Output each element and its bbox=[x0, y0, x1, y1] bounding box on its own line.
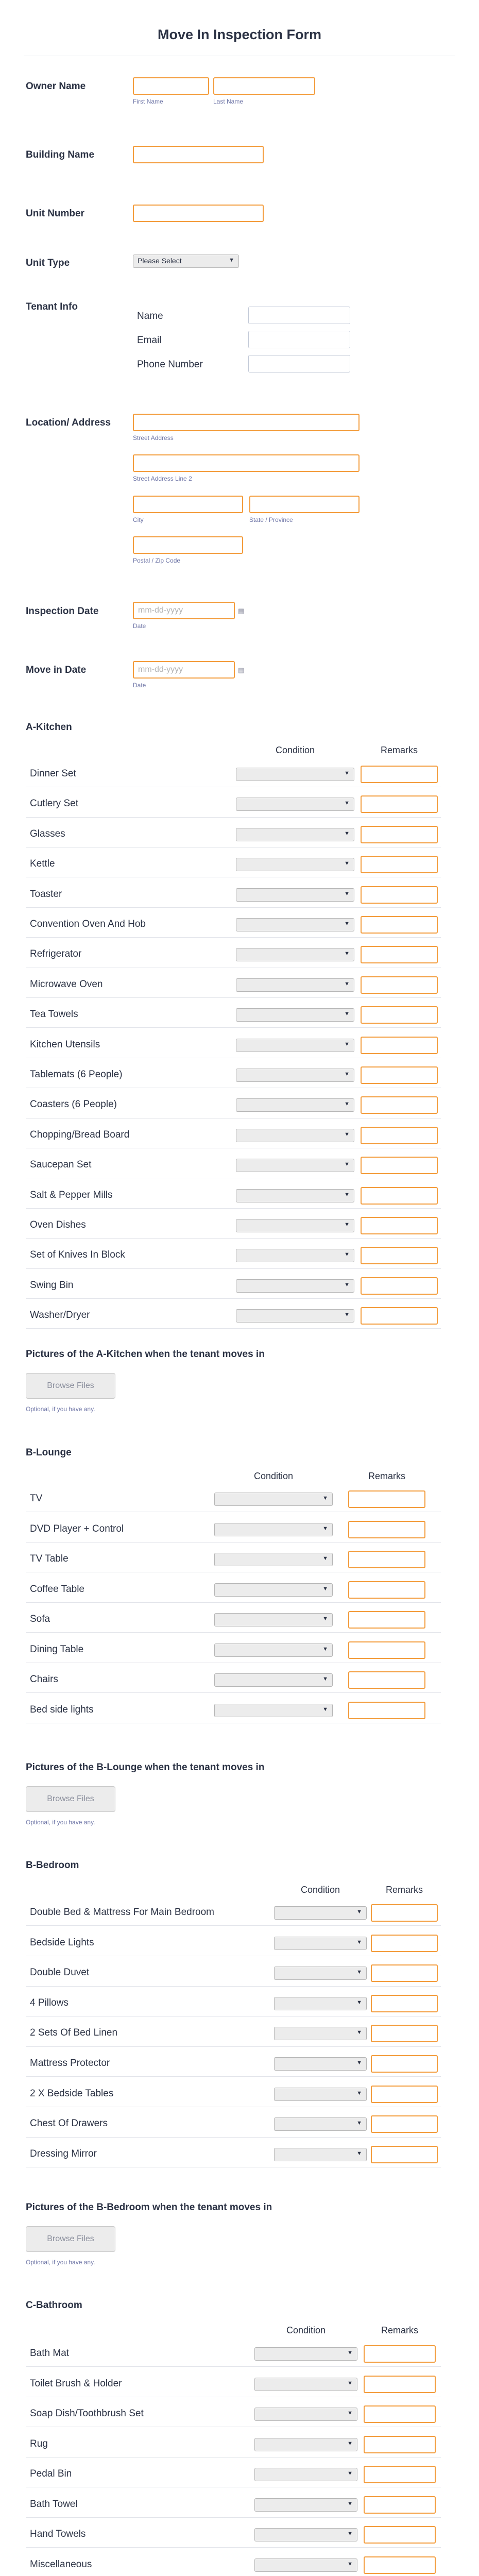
kitchen-condition-select[interactable] bbox=[236, 768, 354, 781]
kitchen-condition-select[interactable] bbox=[236, 1189, 354, 1202]
lounge-remarks-input[interactable] bbox=[348, 1581, 425, 1599]
tenant-phone-label: Phone Number bbox=[137, 359, 203, 370]
kitchen-remarks-input[interactable] bbox=[361, 1307, 438, 1325]
unit-type-select[interactable] bbox=[133, 255, 239, 268]
owner-last-name-input[interactable] bbox=[213, 77, 315, 95]
chevron-down-icon: ▼ bbox=[344, 830, 350, 837]
chevron-down-icon: ▼ bbox=[322, 1555, 328, 1562]
chevron-down-icon: ▼ bbox=[229, 257, 234, 263]
bathroom-remarks-input[interactable] bbox=[364, 2556, 436, 2574]
lounge-condition-select[interactable] bbox=[214, 1704, 333, 1717]
calendar-icon[interactable]: ▦ bbox=[238, 607, 245, 615]
chevron-down-icon: ▼ bbox=[344, 1041, 350, 1047]
bathroom-item-label: Miscellaneous bbox=[30, 2558, 92, 2570]
lounge-pictures-label: Pictures of the B-Lounge when the tenant moves in bbox=[26, 1762, 265, 1773]
lounge-condition-header: Condition bbox=[253, 1471, 294, 1481]
bedroom-condition-select[interactable] bbox=[274, 1937, 367, 1950]
row-divider bbox=[26, 2457, 441, 2458]
bathroom-condition-header: Condition bbox=[286, 2325, 326, 2335]
tenant-phone-input[interactable] bbox=[248, 355, 350, 372]
lounge-item-label: Coffee Table bbox=[30, 1583, 84, 1595]
kitchen-remarks-input[interactable] bbox=[361, 766, 438, 783]
tenant-name-input[interactable] bbox=[248, 307, 350, 324]
bathroom-remarks-input[interactable] bbox=[364, 2466, 436, 2483]
inspection-date-sublabel: Date bbox=[133, 622, 146, 630]
lounge-item-label: TV Table bbox=[30, 1553, 69, 1564]
chevron-down-icon: ▼ bbox=[356, 2090, 362, 2096]
kitchen-condition-select[interactable] bbox=[236, 1279, 354, 1293]
chevron-down-icon: ▼ bbox=[344, 1011, 350, 1018]
chevron-down-icon: ▼ bbox=[322, 1706, 328, 1713]
lounge-remarks-input[interactable] bbox=[348, 1671, 425, 1689]
bedroom-item-label: 2 Sets Of Bed Linen bbox=[30, 2027, 118, 2039]
chevron-down-icon: ▼ bbox=[322, 1585, 328, 1592]
row-divider bbox=[26, 2076, 441, 2077]
lounge-item-label: Chairs bbox=[30, 1674, 58, 1685]
bathroom-remarks-input[interactable] bbox=[364, 2376, 436, 2393]
bathroom-item-label: Rug bbox=[30, 2438, 48, 2449]
kitchen-condition-select[interactable] bbox=[236, 858, 354, 871]
kitchen-condition-select[interactable] bbox=[236, 1098, 354, 1112]
bathroom-condition-select[interactable] bbox=[254, 2347, 357, 2361]
row-divider bbox=[26, 1986, 441, 1987]
bedroom-remarks-input[interactable] bbox=[371, 2115, 438, 2133]
postal-code-sublabel: Postal / Zip Code bbox=[133, 557, 181, 564]
bathroom-item-label: Soap Dish/Toothbrush Set bbox=[30, 2408, 144, 2419]
chevron-down-icon: ▼ bbox=[356, 2060, 362, 2066]
postal-code-input[interactable] bbox=[133, 536, 243, 554]
bathroom-item-label: Bath Towel bbox=[30, 2498, 78, 2510]
bedroom-condition-select[interactable] bbox=[274, 2088, 367, 2101]
chevron-down-icon: ▼ bbox=[344, 860, 350, 867]
chevron-down-icon: ▼ bbox=[347, 2410, 353, 2416]
kitchen-remarks-input[interactable] bbox=[361, 1157, 438, 1174]
row-divider bbox=[26, 1027, 441, 1028]
kitchen-item-label: Convention Oven And Hob bbox=[30, 919, 146, 929]
building-name-label: Building Name bbox=[26, 149, 95, 160]
row-divider bbox=[26, 1542, 441, 1543]
inspection-date-label: Inspection Date bbox=[26, 606, 99, 617]
chevron-down-icon: ▼ bbox=[347, 2561, 353, 2567]
kitchen-item-label: Toaster bbox=[30, 888, 62, 900]
row-divider bbox=[26, 997, 441, 998]
street-address-input[interactable] bbox=[133, 414, 360, 431]
chevron-down-icon: ▼ bbox=[347, 2350, 353, 2356]
lounge-condition-select[interactable] bbox=[214, 1553, 333, 1566]
bedroom-condition-select[interactable] bbox=[274, 2057, 367, 2071]
kitchen-item-label: Salt & Pepper Mills bbox=[30, 1189, 113, 1200]
bathroom-remarks-input[interactable] bbox=[364, 2405, 436, 2423]
kitchen-remarks-input[interactable] bbox=[361, 1247, 438, 1264]
chevron-down-icon: ▼ bbox=[347, 2380, 353, 2386]
row-divider bbox=[26, 1632, 441, 1633]
bedroom-item-label: 4 Pillows bbox=[30, 1997, 69, 2008]
chevron-down-icon: ▼ bbox=[344, 1071, 350, 1077]
bedroom-remarks-input[interactable] bbox=[371, 2086, 438, 2103]
row-divider bbox=[26, 847, 441, 848]
chevron-down-icon: ▼ bbox=[344, 951, 350, 957]
bathroom-remarks-input[interactable] bbox=[364, 2526, 436, 2544]
bedroom-remarks-input[interactable] bbox=[371, 2025, 438, 2042]
bathroom-remarks-input[interactable] bbox=[364, 2345, 436, 2363]
lounge-pictures-note: Optional, if you have any. bbox=[26, 1819, 95, 1826]
tenant-email-label: Email bbox=[137, 335, 162, 346]
kitchen-item-label: Dinner Set bbox=[30, 768, 76, 779]
kitchen-remarks-input[interactable] bbox=[361, 1187, 438, 1205]
state-input[interactable] bbox=[249, 496, 360, 513]
chevron-down-icon: ▼ bbox=[322, 1495, 328, 1501]
chevron-down-icon: ▼ bbox=[356, 1909, 362, 1915]
chevron-down-icon: ▼ bbox=[344, 1191, 350, 1198]
bathroom-section-title: C-Bathroom bbox=[26, 2300, 82, 2311]
kitchen-item-label: Tea Towels bbox=[30, 1009, 78, 1020]
kitchen-condition-select[interactable] bbox=[236, 978, 354, 992]
kitchen-remarks-input[interactable] bbox=[361, 976, 438, 994]
lounge-remarks-input[interactable] bbox=[348, 1611, 425, 1629]
bedroom-browse-files-button[interactable]: Browse Files bbox=[26, 2226, 115, 2252]
unit-type-selected: Please Select bbox=[138, 257, 182, 265]
bathroom-remarks-input[interactable] bbox=[364, 2436, 436, 2453]
bedroom-pictures-note: Optional, if you have any. bbox=[26, 2259, 95, 2266]
bedroom-condition-select[interactable] bbox=[274, 1906, 367, 1920]
bathroom-condition-select[interactable] bbox=[254, 2468, 357, 2481]
chevron-down-icon: ▼ bbox=[347, 2500, 353, 2507]
kitchen-item-label: Washer/Dryer bbox=[30, 1310, 90, 1321]
chevron-down-icon: ▼ bbox=[322, 1676, 328, 1682]
lounge-remarks-input[interactable] bbox=[348, 1641, 425, 1659]
move-in-date-input[interactable] bbox=[133, 661, 235, 679]
lounge-item-label: Bed side lights bbox=[30, 1704, 94, 1715]
kitchen-condition-select[interactable] bbox=[236, 1249, 354, 1262]
kitchen-remarks-input[interactable] bbox=[361, 946, 438, 963]
chevron-down-icon: ▼ bbox=[344, 1312, 350, 1318]
lounge-item-label: Sofa bbox=[30, 1614, 50, 1624]
lounge-condition-select[interactable] bbox=[214, 1643, 333, 1657]
owner-last-name-sublabel: Last Name bbox=[213, 98, 244, 105]
lounge-section-title: B-Lounge bbox=[26, 1447, 72, 1458]
kitchen-remarks-input[interactable] bbox=[361, 916, 438, 934]
tenant-name-label: Name bbox=[137, 311, 163, 321]
kitchen-condition-select[interactable] bbox=[236, 1008, 354, 1022]
tenant-email-input[interactable] bbox=[248, 331, 350, 348]
bathroom-remarks-header: Remarks bbox=[381, 2325, 418, 2335]
kitchen-item-label: Microwave Oven bbox=[30, 978, 103, 990]
chevron-down-icon: ▼ bbox=[356, 1969, 362, 1976]
bedroom-remarks-header: Remarks bbox=[385, 1885, 423, 1895]
inspection-date-input[interactable] bbox=[133, 602, 235, 619]
lounge-remarks-input[interactable] bbox=[348, 1702, 425, 1719]
lounge-condition-select[interactable] bbox=[214, 1583, 333, 1597]
state-sublabel: State / Province bbox=[249, 516, 293, 523]
chevron-down-icon: ▼ bbox=[356, 2120, 362, 2127]
lounge-remarks-input[interactable] bbox=[348, 1490, 425, 1508]
form-title: Move In Inspection Form bbox=[157, 27, 322, 42]
kitchen-condition-select[interactable] bbox=[236, 1039, 354, 1052]
row-divider bbox=[26, 1268, 441, 1269]
bedroom-condition-select[interactable] bbox=[274, 1967, 367, 1980]
bedroom-condition-select[interactable] bbox=[274, 2117, 367, 2131]
bedroom-condition-select[interactable] bbox=[274, 1997, 367, 2010]
lounge-condition-select[interactable] bbox=[214, 1613, 333, 1626]
bathroom-condition-select[interactable] bbox=[254, 2438, 357, 2451]
bedroom-condition-select[interactable] bbox=[274, 2148, 367, 2161]
row-divider bbox=[26, 937, 441, 938]
kitchen-pictures-note: Optional, if you have any. bbox=[26, 1405, 95, 1413]
chevron-down-icon: ▼ bbox=[344, 800, 350, 807]
bathroom-condition-select[interactable] bbox=[254, 2558, 357, 2572]
row-divider bbox=[26, 2366, 441, 2367]
bedroom-condition-header: Condition bbox=[300, 1885, 340, 1895]
bedroom-item-label: Double Bed & Mattress For Main Bedroom bbox=[30, 1907, 214, 1918]
unit-number-input[interactable] bbox=[133, 205, 264, 222]
kitchen-remarks-input[interactable] bbox=[361, 856, 438, 873]
chevron-down-icon: ▼ bbox=[347, 2531, 353, 2537]
bedroom-remarks-input[interactable] bbox=[371, 1935, 438, 1952]
kitchen-remarks-input[interactable] bbox=[361, 886, 438, 904]
lounge-item-label: Dining Table bbox=[30, 1643, 84, 1655]
bedroom-section-title: B-Bedroom bbox=[26, 1860, 79, 1871]
kitchen-item-label: Kitchen Utensils bbox=[30, 1039, 100, 1050]
chevron-down-icon: ▼ bbox=[322, 1525, 328, 1532]
kitchen-item-label: Chopping/Bread Board bbox=[30, 1129, 130, 1140]
kitchen-remarks-input[interactable] bbox=[361, 1096, 438, 1114]
kitchen-remarks-input[interactable] bbox=[361, 795, 438, 813]
kitchen-condition-select[interactable] bbox=[236, 828, 354, 841]
chevron-down-icon: ▼ bbox=[322, 1646, 328, 1652]
kitchen-condition-select[interactable] bbox=[236, 1069, 354, 1082]
kitchen-condition-select[interactable] bbox=[236, 1129, 354, 1142]
building-name-input[interactable] bbox=[133, 146, 264, 163]
chevron-down-icon: ▼ bbox=[344, 770, 350, 776]
kitchen-item-label: Set of Knives In Block bbox=[30, 1249, 125, 1261]
kitchen-item-label: Tablemats (6 People) bbox=[30, 1069, 123, 1080]
kitchen-browse-files-button[interactable]: Browse Files bbox=[26, 1373, 115, 1399]
kitchen-item-label: Cutlery Set bbox=[30, 798, 78, 809]
lounge-condition-select[interactable] bbox=[214, 1493, 333, 1506]
lounge-browse-files-button[interactable]: Browse Files bbox=[26, 1786, 115, 1812]
chevron-down-icon: ▼ bbox=[322, 1616, 328, 1622]
bedroom-item-label: Chest Of Drawers bbox=[30, 2118, 108, 2129]
bathroom-item-label: Bath Mat bbox=[30, 2348, 70, 2359]
kitchen-condition-select[interactable] bbox=[236, 1219, 354, 1232]
row-divider bbox=[26, 907, 441, 908]
row-divider bbox=[26, 1208, 441, 1209]
lounge-item-label: TV bbox=[30, 1493, 43, 1504]
row-divider bbox=[26, 817, 441, 818]
bathroom-item-label: Hand Towels bbox=[30, 2529, 86, 2539]
city-input[interactable] bbox=[133, 496, 243, 513]
bathroom-condition-select[interactable] bbox=[254, 2498, 357, 2512]
bedroom-item-label: Double Duvet bbox=[30, 1967, 90, 1978]
city-sublabel: City bbox=[133, 516, 144, 523]
kitchen-item-label: Coasters (6 People) bbox=[30, 1099, 117, 1110]
kitchen-remarks-input[interactable] bbox=[361, 1037, 438, 1054]
kitchen-remarks-header: Remarks bbox=[380, 745, 418, 755]
tenant-info-label: Tenant Info bbox=[26, 301, 78, 312]
lounge-remarks-input[interactable] bbox=[348, 1551, 425, 1568]
chevron-down-icon: ▼ bbox=[347, 2470, 353, 2477]
kitchen-condition-select[interactable] bbox=[236, 888, 354, 902]
lounge-condition-select[interactable] bbox=[214, 1523, 333, 1536]
kitchen-item-label: Swing Bin bbox=[30, 1279, 74, 1291]
row-divider bbox=[26, 1238, 441, 1239]
street-address-2-input[interactable] bbox=[133, 454, 360, 472]
row-divider bbox=[26, 1602, 441, 1603]
kitchen-remarks-input[interactable] bbox=[361, 1277, 438, 1295]
bedroom-item-label: 2 X Bedside Tables bbox=[30, 2088, 114, 2099]
chevron-down-icon: ▼ bbox=[356, 2029, 362, 2036]
kitchen-remarks-input[interactable] bbox=[361, 1217, 438, 1234]
bathroom-remarks-input[interactable] bbox=[364, 2496, 436, 2514]
lounge-condition-select[interactable] bbox=[214, 1673, 333, 1687]
kitchen-section-title: A-Kitchen bbox=[26, 722, 72, 733]
owner-first-name-input[interactable] bbox=[133, 77, 209, 95]
lounge-item-label: DVD Player + Control bbox=[30, 1523, 124, 1534]
unit-type-label: Unit Type bbox=[26, 258, 70, 268]
chevron-down-icon: ▼ bbox=[356, 1999, 362, 2006]
row-divider bbox=[26, 1692, 441, 1693]
chevron-down-icon: ▼ bbox=[344, 980, 350, 987]
kitchen-remarks-input[interactable] bbox=[361, 1066, 438, 1084]
bedroom-item-label: Mattress Protector bbox=[30, 2058, 110, 2069]
kitchen-item-label: Saucepan Set bbox=[30, 1159, 92, 1171]
kitchen-item-label: Refrigerator bbox=[30, 948, 82, 960]
bedroom-condition-select[interactable] bbox=[274, 2027, 367, 2040]
row-divider bbox=[26, 2137, 441, 2138]
kitchen-condition-select[interactable] bbox=[236, 1159, 354, 1172]
chevron-down-icon: ▼ bbox=[356, 1939, 362, 1945]
row-divider bbox=[26, 2517, 441, 2518]
unit-number-label: Unit Number bbox=[26, 208, 84, 219]
bedroom-item-label: Bedside Lights bbox=[30, 1937, 94, 1948]
street-address-2-sublabel: Street Address Line 2 bbox=[133, 475, 192, 482]
location-label: Location/ Address bbox=[26, 417, 111, 428]
lounge-remarks-input[interactable] bbox=[348, 1521, 425, 1538]
lounge-remarks-header: Remarks bbox=[368, 1471, 405, 1481]
kitchen-condition-select[interactable] bbox=[236, 798, 354, 811]
kitchen-pictures-label: Pictures of the A-Kitchen when the tenant moves in bbox=[26, 1349, 265, 1360]
move-in-date-label: Move in Date bbox=[26, 665, 87, 675]
bathroom-item-label: Pedal Bin bbox=[30, 2468, 72, 2479]
owner-first-name-sublabel: First Name bbox=[133, 98, 163, 105]
chevron-down-icon: ▼ bbox=[344, 1251, 350, 1258]
bedroom-remarks-input[interactable] bbox=[371, 2055, 438, 2073]
bathroom-condition-select[interactable] bbox=[254, 2528, 357, 2541]
chevron-down-icon: ▼ bbox=[344, 1161, 350, 1168]
kitchen-condition-select[interactable] bbox=[236, 1309, 354, 1323]
row-divider bbox=[26, 1328, 441, 1329]
chevron-down-icon: ▼ bbox=[344, 921, 350, 927]
bathroom-condition-select[interactable] bbox=[254, 2378, 357, 2391]
row-divider bbox=[26, 2046, 441, 2047]
kitchen-item-label: Kettle bbox=[30, 858, 55, 870]
kitchen-remarks-input[interactable] bbox=[361, 1006, 438, 1024]
owner-name-label: Owner Name bbox=[26, 81, 86, 92]
chevron-down-icon: ▼ bbox=[344, 1131, 350, 1138]
chevron-down-icon: ▼ bbox=[344, 1222, 350, 1228]
kitchen-condition-select[interactable] bbox=[236, 948, 354, 961]
kitchen-item-label: Glasses bbox=[30, 828, 65, 839]
street-address-sublabel: Street Address bbox=[133, 434, 174, 442]
kitchen-remarks-input[interactable] bbox=[361, 1127, 438, 1144]
bedroom-remarks-input[interactable] bbox=[371, 1904, 438, 1922]
chevron-down-icon: ▼ bbox=[356, 2150, 362, 2157]
chevron-down-icon: ▼ bbox=[344, 890, 350, 897]
bedroom-remarks-input[interactable] bbox=[371, 2146, 438, 2163]
chevron-down-icon: ▼ bbox=[344, 1281, 350, 1288]
chevron-down-icon: ▼ bbox=[344, 1101, 350, 1108]
kitchen-remarks-input[interactable] bbox=[361, 826, 438, 843]
row-divider bbox=[26, 1298, 441, 1299]
bedroom-item-label: Dressing Mirror bbox=[30, 2148, 97, 2159]
bathroom-condition-select[interactable] bbox=[254, 2408, 357, 2421]
calendar-icon[interactable]: ▦ bbox=[238, 666, 245, 674]
move-in-date-sublabel: Date bbox=[133, 682, 146, 689]
chevron-down-icon: ▼ bbox=[347, 2440, 353, 2447]
bedroom-remarks-input[interactable] bbox=[371, 1964, 438, 1982]
row-divider bbox=[26, 2547, 441, 2548]
bedroom-remarks-input[interactable] bbox=[371, 1995, 438, 2012]
kitchen-condition-header: Condition bbox=[275, 745, 315, 755]
bedroom-pictures-label: Pictures of the B-Bedroom when the tenant moves in bbox=[26, 2202, 272, 2213]
row-divider bbox=[26, 1925, 441, 1926]
kitchen-item-label: Oven Dishes bbox=[30, 1219, 86, 1230]
bathroom-item-label: Toilet Brush & Holder bbox=[30, 2378, 122, 2389]
kitchen-condition-select[interactable] bbox=[236, 918, 354, 931]
